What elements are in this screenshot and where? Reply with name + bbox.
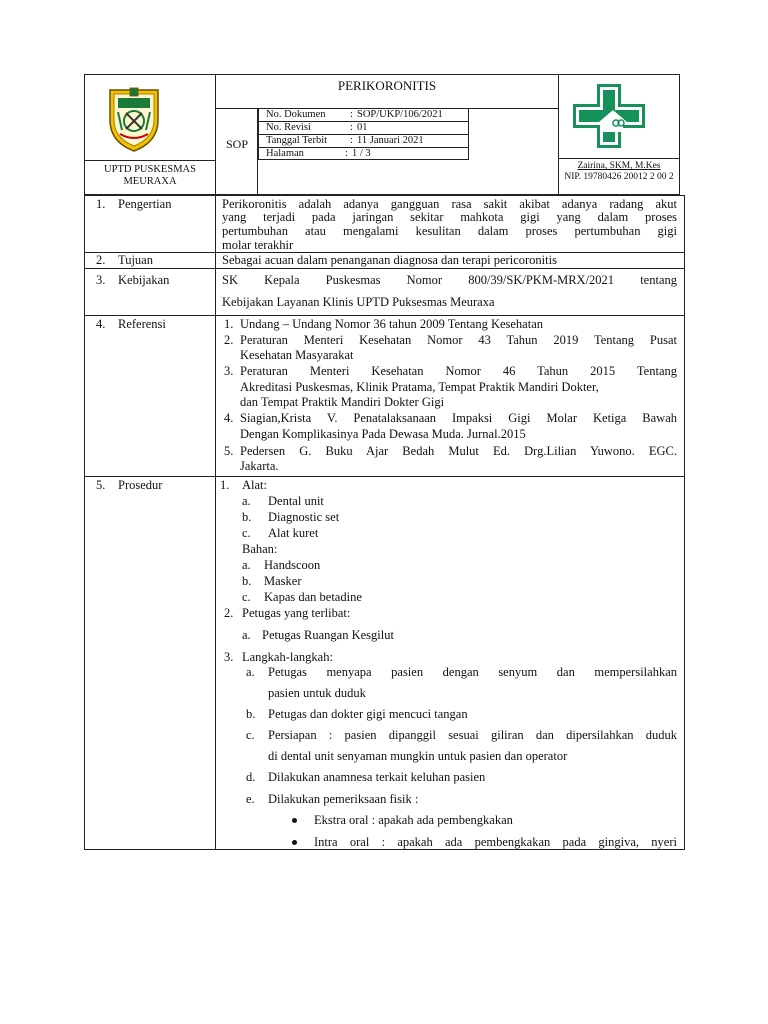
reference-item-line: Peraturan Menteri Kesehatan Nomor 46 Tahun 2015 Tentang: [240, 364, 677, 378]
revision-sep: :: [350, 122, 353, 133]
pengertian-text-line: yang terjadi pada jaringan sekitar mahkota gigi yang dalam proses: [222, 210, 677, 224]
langkah-step-line: Dilakukan anamnesa terkait keluhan pasien: [268, 770, 486, 784]
signer-name: Zairina, SKM, M.Kes: [577, 161, 661, 171]
reference-item-line: Undang – Undang Nomor 36 tahun 2009 Tentang Kesehatan: [240, 317, 543, 331]
bahan-item: Handscoon: [264, 558, 321, 572]
left-cell-divider: [84, 160, 216, 161]
list-letter: b.: [242, 574, 252, 588]
doc-number-label: No. Dokumen: [266, 109, 326, 120]
reference-number: 3.: [224, 364, 234, 378]
row-label-pengertian: Pengertian: [118, 197, 172, 211]
reference-number: 5.: [224, 444, 234, 458]
page-title: PERIKORONITIS: [337, 78, 437, 93]
list-letter: a.: [242, 494, 251, 508]
row-label-referensi: Referensi: [118, 317, 166, 331]
bahan-item: Kapas dan betadine: [264, 590, 362, 604]
alat-item: Dental unit: [268, 494, 324, 508]
alat-heading: Alat:: [242, 478, 267, 492]
tujuan-text: Sebagai acuan dalam penanganan diagnosa dan terapi pericoronitis: [222, 253, 557, 267]
langkah-step-line: Dilakukan pemeriksaan fisik :: [268, 792, 419, 806]
langkah-heading-number: 3.: [224, 650, 234, 664]
petugas-item: Petugas Ruangan Kesgilut: [262, 628, 394, 642]
kebijakan-text-line: SK Kepala Puskesmas Nomor 800/39/SK/PKM-MRX/2021 tentang: [222, 273, 677, 287]
row-number: 2.: [96, 253, 106, 267]
issue-date-sep: :: [350, 135, 353, 146]
langkah-step-line: Petugas dan dokter gigi mencuci tangan: [268, 707, 468, 721]
right-cell-divider: [558, 158, 680, 159]
pengertian-text-line: pertumbuhan atau mengalami kesulitan dalam proses pertumbuhan gigi: [222, 224, 677, 238]
list-letter: c.: [246, 728, 255, 742]
reference-item-line: Jakarta.: [240, 459, 279, 473]
row-divider: [84, 315, 685, 316]
reference-number: 4.: [224, 411, 234, 425]
row-divider: [84, 268, 685, 269]
institution-name-line2: MEURAXA: [123, 176, 177, 187]
bullet-icon: [292, 840, 297, 845]
reference-item-line: Pedersen G. Buku Ajar Bedah Mulut Ed. Drg.Lilian Yuwono. EGC.: [240, 444, 677, 458]
page-count-sep: :: [345, 148, 348, 159]
list-letter: c.: [242, 526, 251, 540]
alat-heading-number: 1.: [220, 478, 230, 492]
page-count-value: 1 / 3: [352, 148, 371, 159]
list-letter: a.: [242, 558, 251, 572]
aceh-crest-icon: [104, 84, 164, 154]
doc-number-value: SOP/UKP/106/2021: [357, 109, 443, 120]
row-divider: [84, 476, 685, 477]
pemeriksaan-bullet-item: Intra oral : apakah ada pembengkakan pada gingiva, nyeri: [314, 835, 677, 849]
langkah-step-line: pasien untuk duduk: [268, 686, 366, 700]
revision-value: 01: [357, 122, 368, 133]
pemeriksaan-bullet-item: Ekstra oral : apakah ada pembengkakan: [314, 813, 513, 827]
list-letter: d.: [246, 770, 256, 784]
page-count-label: Halaman: [266, 148, 304, 159]
petugas-heading: Petugas yang terlibat:: [242, 606, 351, 620]
bullet-icon: [292, 818, 297, 823]
row-number: 3.: [96, 273, 106, 287]
revision-label: No. Revisi: [266, 122, 311, 133]
reference-item-line: Dengan Komplikasinya Pada Dewasa Muda. Jurnal.2015: [240, 427, 526, 441]
issue-date-value: 11 Januari 2021: [357, 135, 424, 146]
pengertian-text-line: Perikoronitis adalah adanya gangguan rasa sakit akibat adanya radang akut: [222, 197, 677, 211]
alat-item: Alat kuret: [268, 526, 319, 540]
reference-item-line: dan Tempat Praktik Mandiri Dokter Gigi: [240, 395, 445, 409]
langkah-heading: Langkah-langkah:: [242, 650, 333, 664]
list-letter: c.: [242, 590, 251, 604]
row-number: 4.: [96, 317, 106, 331]
row-label-kebijakan: Kebijakan: [118, 273, 170, 287]
petugas-heading-number: 2.: [224, 606, 234, 620]
langkah-step-line: Persiapan : pasien dipanggil sesuai giliran dan dipersilahkan duduk: [268, 728, 677, 742]
list-letter: b.: [242, 510, 252, 524]
institution-name-line1: UPTD PUSKESMAS: [104, 164, 196, 175]
row-number: 5.: [96, 478, 106, 492]
list-letter: a.: [242, 628, 251, 642]
bahan-heading: Bahan:: [242, 542, 278, 556]
puskesmas-cross-icon: [569, 82, 649, 150]
reference-item-line: Siagian,Krista V. Penatalaksanaan Impaksi Gigi Molar Ketiga Bawah: [240, 411, 677, 425]
doc-number-sep: :: [350, 109, 353, 120]
alat-item: Diagnostic set: [268, 510, 340, 524]
issue-date-label: Tanggal Terbit: [266, 135, 328, 146]
reference-number: 2.: [224, 333, 234, 347]
reference-item-line: Akreditasi Puskesmas, Klinik Pratama, Tempat Praktik Mandiri Dokter,: [240, 380, 599, 394]
pengertian-text-line: molar terakhir: [222, 238, 294, 252]
list-letter: a.: [246, 665, 255, 679]
kebijakan-text-line: Kebijakan Layanan Klinis UPTD Puksesmas Meuraxa: [222, 295, 495, 309]
list-letter: e.: [246, 792, 255, 806]
label-column-divider: [215, 195, 216, 850]
bahan-item: Masker: [264, 574, 302, 588]
reference-number: 1.: [224, 317, 234, 331]
row-number: 1.: [96, 197, 106, 211]
row-label-tujuan: Tujuan: [118, 253, 153, 267]
reference-item-line: Peraturan Menteri Kesehatan Nomor 43 Tahun 2019 Tentang Pusat: [240, 333, 677, 347]
sop-label: SOP: [225, 137, 248, 151]
reference-item-line: Kesehatan Masyarakat: [240, 348, 354, 362]
list-letter: b.: [246, 707, 256, 721]
langkah-step-line: Petugas menyapa pasien dengan senyum dan mempersilahkan: [268, 665, 677, 679]
row-label-prosedur: Prosedur: [118, 478, 163, 492]
langkah-step-line: di dental unit senyaman mungkin untuk pasien dan operator: [268, 749, 568, 763]
signer-nip: NIP. 19780426 20012 2 00 2: [564, 172, 674, 182]
